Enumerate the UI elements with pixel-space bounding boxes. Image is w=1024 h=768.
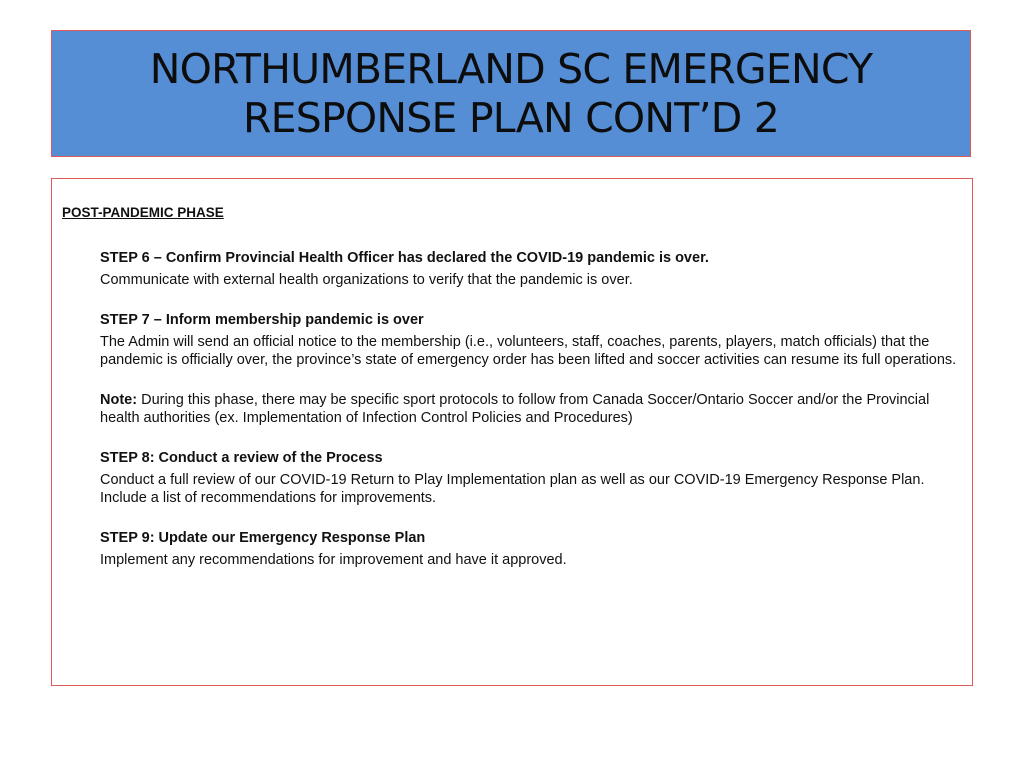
step-7 bbox=[100, 311, 960, 369]
step-8-body: Conduct a full review of our COVID-19 Return to Play Implementation plan as well as our COVID-19 Emergency Response Plan. Include a list of recommendations for improvements. bbox=[100, 472, 925, 506]
note bbox=[100, 391, 960, 427]
slide-title bbox=[150, 45, 872, 143]
content-panel bbox=[51, 178, 973, 686]
phase-heading: POST-PANDEMIC PHASE bbox=[62, 205, 224, 220]
step-8-title: STEP 8: Conduct a review of the Process bbox=[100, 450, 383, 466]
steps-list bbox=[100, 249, 960, 591]
note-label: Note: bbox=[100, 392, 138, 408]
title-line-2: RESPONSE PLAN CONT’D 2 bbox=[242, 93, 780, 142]
title-banner bbox=[51, 30, 971, 157]
step-8 bbox=[100, 449, 960, 507]
title-line-1: NORTHUMBERLAND SC EMERGENCY bbox=[149, 44, 873, 93]
step-6-body: Communicate with external health organizations to verify that the pandemic is over. bbox=[100, 272, 633, 288]
note-text bbox=[100, 391, 960, 427]
step-6 bbox=[100, 249, 960, 289]
step-6-title: STEP 6 – Confirm Provincial Health Officer has declared the COVID-19 pandemic is over. bbox=[100, 250, 709, 266]
step-9-title: STEP 9: Update our Emergency Response Plan bbox=[100, 530, 426, 546]
step-9 bbox=[100, 529, 960, 569]
step-7-title: STEP 7 – Inform membership pandemic is over bbox=[100, 312, 424, 328]
step-7-body: The Admin will send an official notice to the membership (i.e., volunteers, staff, coaches, parents, players, match officials) that the pandemic is officially over, the province’s state of emergency order has been lifted and soccer activities can resume its full operations. bbox=[100, 334, 957, 368]
step-9-body: Implement any recommendations for improvement and have it approved. bbox=[100, 552, 567, 568]
note-body: During this phase, there may be specific sport protocols to follow from Canada Soccer/Ontario Soccer and/or the Provincial health authorities (ex. Implementation of Infection Control Policies and Procedures) bbox=[100, 392, 930, 426]
